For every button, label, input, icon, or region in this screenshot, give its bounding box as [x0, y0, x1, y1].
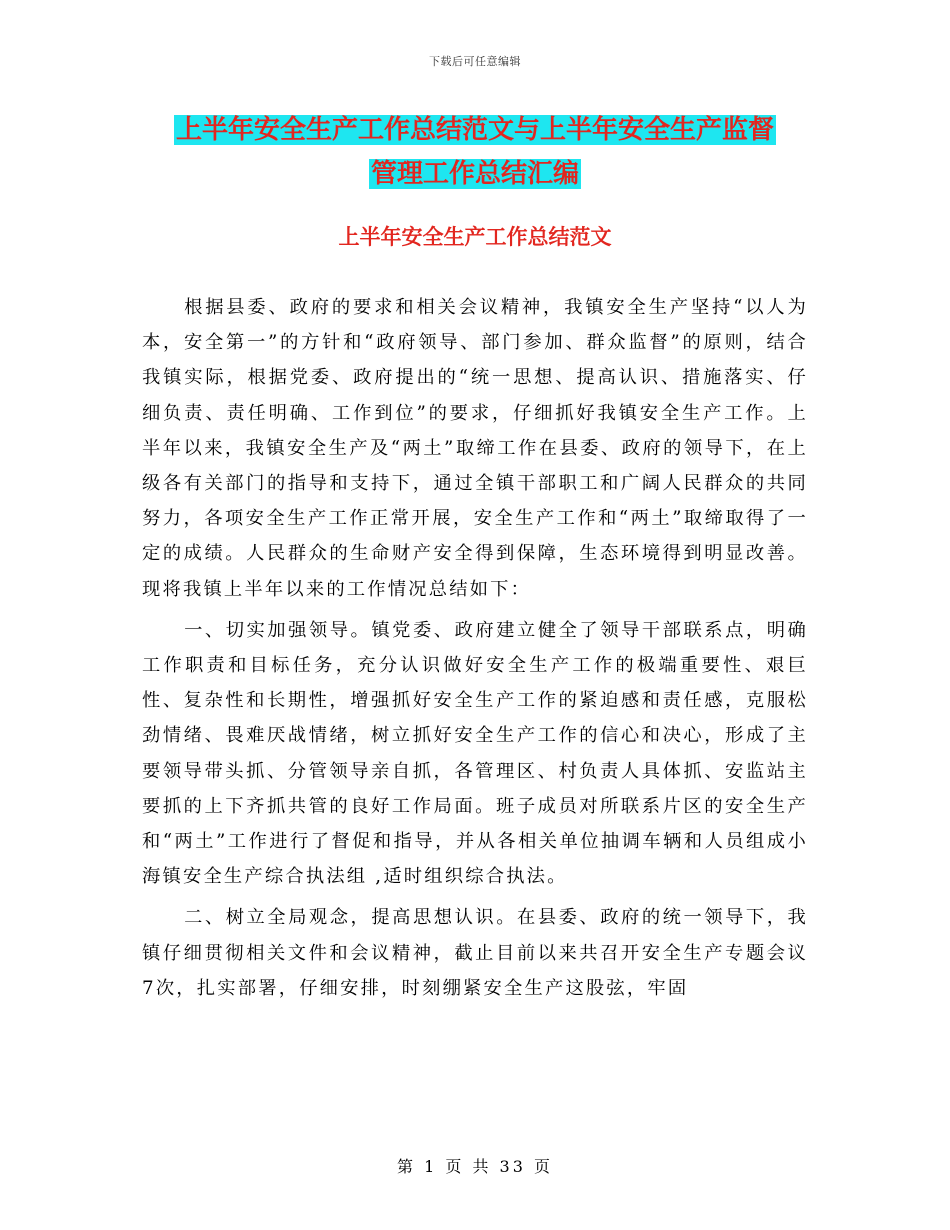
document-body: [142, 290, 808, 1012]
paragraph-overall-view: 二、树立全局观念，提高思想认识。在县委、政府的统一领导下，我镇仔细贯彻相关文件和会议精神，截止目前以来共召开安全生产专题会议7次，扎实部署，仔细安排，时刻绷紧安全生产这股弦，牢固: [142, 907, 808, 999]
document-title-line-2: 管理工作总结汇编: [370, 159, 579, 189]
paragraph-intro: 根据县委、政府的要求和相关会议精神，我镇安全生产坚持“以人为本，安全第一”的方针和“政府领导、部门参加、群众监督”的原则，结合我镇实际，根据党委、政府提出的“统一思想、提高认识、措施落实、仔细负责、责任明确、工作到位”的要求，仔细抓好我镇安全生产工作。上半年以来，我镇安全生产及“两土”取缔工作在县委、政府的领导下，在上级各有关部门的指导和支持下，通过全镇干部职工和广阔人民群众的共同努力，各项安全生产工作正常开展，安全生产工作和“两土”取缔取得了一定的成绩。人民群众的生命财产安全得到保障，生态环境得到明显改善。现将我镇上半年以来的工作情况总结如下：: [142, 297, 808, 600]
page-number-footer: 第 1 页 共 33 页: [397, 1157, 553, 1176]
document-title: [145, 108, 805, 196]
paragraph-strengthen-leadership: 一、切实加强领导。镇党委、政府建立健全了领导干部联系点，明确工作职责和目标任务，充分认识做好安全生产工作的极端重要性、艰巨性、复杂性和长期性，增强抓好安全生产工作的紧迫感和责任感，克服松劲情绪、畏难厌战情绪，树立抓好安全生产工作的信心和决心，形成了主要领导带头抓、分管领导亲自抓，各管理区、村负责人具体抓、安监站主要抓的上下齐抓共管的良好工作局面。班子成员对所联系片区的安全生产和“两土”工作进行了督促和指导，并从各相关单位抽调车辆和人员组成小海镇安全生产综合执法组 ,适时组织综合执法。: [142, 619, 808, 888]
section-title: 上半年安全生产工作总结范文: [338, 225, 612, 249]
header-note: 下载后可任意编辑: [429, 55, 521, 68]
document-title-line-1: 上半年安全生产工作总结范文与上半年安全生产监督: [175, 115, 774, 145]
